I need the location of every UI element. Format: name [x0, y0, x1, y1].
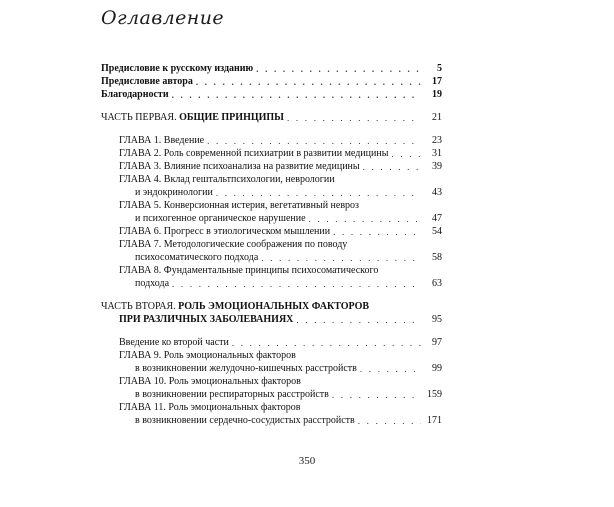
toc-page-number: 5: [437, 63, 442, 74]
toc-chapter-5: [101, 199, 442, 212]
toc-page-number: 31: [432, 148, 442, 159]
part-name: ОБЩИЕ ПРИНЦИПЫ: [179, 112, 284, 123]
leader-dots: [261, 252, 421, 264]
toc-entry-text: ГЛАВА 5. Конверсионная истерия, вегетативный невроз: [119, 200, 360, 211]
part-name: ПРИ РАЗЛИЧНЫХ ЗАБОЛЕВАНИЯХ: [119, 314, 294, 325]
leader-dots: [172, 278, 421, 290]
toc-entry-text: ГЛАВА 7. Методологические соображения по поводу: [119, 239, 348, 250]
toc-entry-text: ГЛАВА 10. Роль эмоциональных факторов: [119, 376, 301, 387]
toc-page-number: 17: [432, 76, 442, 87]
toc-entry-text: Предисловие к русскому изданию: [101, 63, 254, 74]
toc-page-number: 54: [432, 226, 442, 237]
toc-part-2-intro: [101, 336, 442, 349]
toc-entry-text: ГЛАВА 9. Роль эмоциональных факторов: [119, 350, 296, 361]
leader-dots: [333, 226, 421, 238]
leader-dots: [358, 415, 421, 427]
toc-chapter-7: [101, 238, 442, 251]
toc-entry-text: ГЛАВА 6. Прогресс в этиологическом мышлении: [119, 226, 331, 237]
toc-part-1: [101, 111, 442, 124]
toc-page-number: 99: [432, 363, 442, 374]
toc-chapter-8: [101, 264, 442, 277]
toc-chapter-7-cont: [101, 251, 442, 264]
toc-page-number: 63: [432, 278, 442, 289]
toc-entry-text: и психогенное органическое нарушение: [135, 213, 306, 224]
part-name: РОЛЬ ЭМОЦИОНАЛЬНЫХ ФАКТОРОВ: [178, 301, 370, 312]
toc-chapter-2: [101, 147, 442, 160]
leader-dots: [287, 112, 421, 124]
toc-entry-text: ГЛАВА 11. Роль эмоциональных факторов: [119, 402, 301, 413]
toc-entry-acknowledgements: [101, 88, 442, 101]
leader-dots: [296, 314, 421, 326]
toc-page-number: 97: [432, 337, 442, 348]
toc-entry-text: в возникновении сердечно-сосудистых расстройств: [135, 415, 355, 426]
toc-chapter-1: [101, 134, 442, 147]
toc-chapter-9: [101, 349, 442, 362]
toc-entry-text: в возникновении желудочно-кишечных расстройств: [135, 363, 357, 374]
toc-entry-text: ГЛАВА 3. Влияние психоанализа на развитие медицины: [119, 161, 360, 172]
toc-entry-text: Введение ко второй части: [119, 337, 229, 348]
toc-entry-text: Благодарности: [101, 89, 169, 100]
leader-dots: [309, 213, 421, 225]
toc-entry-text: подхода: [135, 278, 170, 289]
toc-chapter-5-cont: [101, 212, 442, 225]
toc-page-number: 19: [432, 89, 442, 100]
toc-chapter-3: [101, 160, 442, 173]
toc-chapter-11-cont: [101, 414, 442, 427]
toc-entry-text: психосоматического подхода: [135, 252, 259, 263]
toc-chapter-4: [101, 173, 442, 186]
leader-dots: [207, 135, 421, 147]
leader-dots: [360, 363, 421, 375]
toc-page-number: 58: [432, 252, 442, 263]
leader-dots: [391, 148, 421, 160]
toc-chapter-4-cont: [101, 186, 442, 199]
toc-chapter-6: [101, 225, 442, 238]
page-number: 350: [298, 455, 316, 467]
toc-page-number: 171: [427, 415, 442, 426]
toc-part-2: [101, 300, 442, 313]
leader-dots: [196, 76, 421, 88]
toc-chapter-11: [101, 401, 442, 414]
toc-entry-text: ГЛАВА 1. Введение: [119, 135, 205, 146]
toc-entry-text: в возникновении респираторных расстройств: [135, 389, 329, 400]
toc-entry-russian-preface: [101, 62, 442, 75]
leader-dots: [232, 337, 421, 349]
toc-page-number: 43: [432, 187, 442, 198]
leader-dots: [256, 63, 421, 75]
toc-chapter-10-cont: [101, 388, 442, 401]
toc-entry-author-preface: [101, 75, 442, 88]
part-label: ЧАСТЬ ВТОРАЯ.: [101, 301, 179, 312]
table-of-contents: [101, 62, 442, 427]
toc-page-number: 23: [432, 135, 442, 146]
toc-chapter-10: [101, 375, 442, 388]
part-label: ЧАСТЬ ПЕРВАЯ.: [101, 112, 180, 123]
toc-entry-text: и эндокринологии: [135, 187, 213, 198]
toc-page-number: 47: [432, 213, 442, 224]
toc-page-number: 39: [432, 161, 442, 172]
toc-entry-text: ГЛАВА 4. Вклад гештальтпсихологии, неврологии: [119, 174, 335, 185]
toc-chapter-9-cont: [101, 362, 442, 375]
toc-entry-text: ГЛАВА 8. Фундаментальные принципы психосоматического: [119, 265, 379, 276]
toc-chapter-8-cont: [101, 277, 442, 290]
toc-entry-text: ГЛАВА 2. Роль современной психиатрии в развитии медицины: [119, 148, 389, 159]
leader-dots: [363, 161, 421, 173]
page-title: Оглавление: [101, 7, 225, 29]
leader-dots: [172, 89, 421, 101]
toc-page-number: 95: [432, 314, 442, 325]
toc-page-number: 21: [432, 112, 442, 123]
leader-dots: [332, 389, 421, 401]
toc-entry-text: Предисловие автора: [101, 76, 193, 87]
toc-part-2-cont: [101, 313, 442, 326]
leader-dots: [216, 187, 421, 199]
toc-page-number: 159: [427, 389, 442, 400]
